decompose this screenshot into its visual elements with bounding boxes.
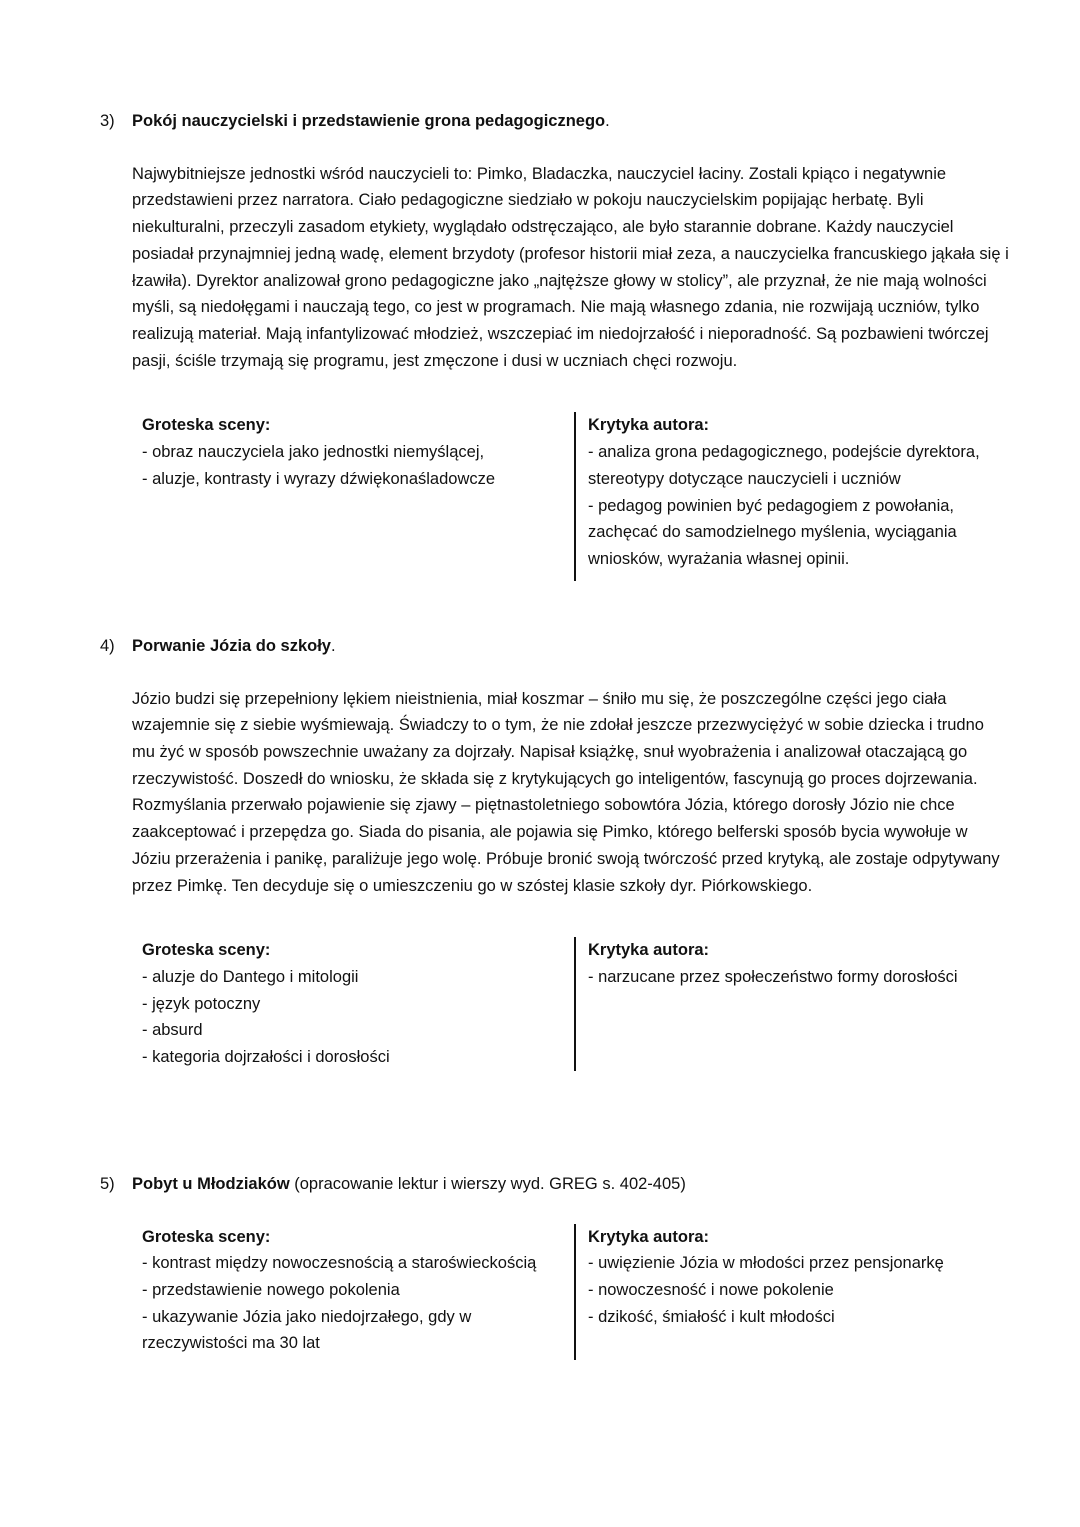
section-number: 4) [100,636,115,655]
bullet-item: - nowoczesność i nowe pokolenie [588,1281,834,1299]
section-number: 3) [100,112,115,130]
section-4 [100,633,1010,1071]
krytyka-column [574,937,1010,1071]
bullet-item: - kontrast między nowoczesnością a staroświeckością [142,1254,537,1273]
groteska-column [142,1224,574,1361]
groteska-column [142,412,574,580]
krytyka-column [574,1224,1010,1361]
bullet-item: - kategoria dojrzałości i dorosłości [142,1048,390,1067]
bullet-item: - absurd [142,1021,203,1040]
krytyka-header: Krytyka autora: [588,941,710,960]
groteska-header: Groteska sceny: [142,1227,271,1246]
bullet-item: - uwięzienie Józia w młodości przez pensjonarkę [588,1254,944,1273]
bullet-item: - aluzje, kontrasty i wyrazy dźwiękonaśladowcze [142,469,496,488]
section-heading [100,1171,1010,1198]
bullet-item: - ukazywanie Józia jako niedojrzałego, gdy w rzeczywistości ma 30 lat [142,1307,472,1353]
section-title-suffix: . [330,636,336,655]
section-number: 5) [100,1174,115,1193]
bullet-item: - obraz nauczyciela jako jednostki niemyślącej, [142,443,485,462]
section-title: Pobyt u Młodziaków [132,1174,290,1193]
comparison-table [142,1224,1010,1361]
comparison-table [142,412,1010,580]
groteska-header: Groteska sceny: [142,941,271,960]
krytyka-header: Krytyka autora: [588,416,710,435]
section-3 [100,108,1010,581]
groteska-column [142,937,574,1071]
section-title: Pokój nauczycielski i przedstawienie grona pedagogicznego [132,112,606,130]
section-title-suffix: . [605,112,610,130]
bullet-item: - dzikość, śmiałość i kult młodości [588,1307,835,1326]
bullet-item: - pedagog powinien być pedagogiem z powołania, zachęcać do samodzielnego myślenia, wyciągania wniosków, wyrażania własnej opinii. [588,496,957,569]
section-paragraph: Józio budzi się przepełniony lękiem nieistnienia, miał koszmar – śniło mu się, że poszczególne części jego ciała wzajemnie się z siebie wyśmiewają. Świadczy to o tym, że nie zdołał jeszcze przezwyciężyć w sobie dziecka i trudno mu żyć w sposób powszechnie uważany za dojrzały. Napisał książkę, snuł wyobrażenia i analizował otaczającą go rzeczywistość. Doszedł do wniosku, że składa się z krytykujących go inteligentów, fascynują go proces dojrzewania. Rozmyślania przerwało pojawienie się zjawy – piętnastoletniego sobowtóra Józia, którego dorosły Józio nie chce zaakceptować i przepędza go. Siada do pisania, ale pojawia się Pimko, którego belferski sposób bycia wywołuje w Józiu przerażenia i panikę, paraliżuje jego wolę. Próbuje bronić swoją twórczość przed krytyką, ale zostaje odpytywany przez Pimkę. Ten decyduje się o umieszczeniu go w szóstej klasie szkoły dyr. Piórkowskiego. [132,689,1000,895]
bullet-item: - aluzje do Dantego i mitologii [142,967,359,986]
groteska-header: Groteska sceny: [142,416,271,435]
section-heading [100,108,1010,135]
bullet-item: - język potoczny [142,994,261,1013]
section-title: Porwanie Józia do szkoły [132,636,331,655]
section-paragraph: Najwybitniejsze jednostki wśród nauczycieli to: Pimko, Bladaczka, nauczyciel łaciny. Zostali kpiąco i negatywnie przedstawieni przez narratora. Ciało pedagogiczne siedziało w pokoju nauczycielskim popijając herbatę. Byli niekulturalni, przeczyli zasadom etykiety, wyglądało odstręczająco, ale było starannie dobrane. Każdy nauczyciel posiadał przynajmniej jedną wadę, element brzydoty (profesor historii miał zeza, a nauczycielka francuskiego jąkała się i łzawiła). Dyrektor analizował grono pedagogiczne jako „najtęższe głowy w stolicy”, ale przyznał, że nie mają wolności myśli, są niedołęgami i nauczają tego, co jest w programach. Nie mają własnego zdania, nie rozwijają uczniów, tylko realizują materiał. Mają infantylizować młodzież, wszczepiać im niedojrzałość i nieporadność. Są pozbawieni twórczej pasji, ściśle trzymają się programu, jest zmęczone i dusi w uczniach chęci rozwoju. [132,164,1009,370]
krytyka-column [574,412,1010,580]
bullet-item: - analiza grona pedagogicznego, podejście dyrektora, stereotypy dotyczące nauczycieli i uczniów [588,443,980,488]
comparison-table [142,937,1010,1071]
krytyka-header: Krytyka autora: [588,1227,710,1246]
bullet-item: - przedstawienie nowego pokolenia [142,1281,400,1299]
section-heading [100,633,1010,660]
section-5 [100,1171,1010,1361]
bullet-item: - narzucane przez społeczeństwo formy dorosłości [588,967,958,986]
section-title-suffix: (opracowanie lektur i wierszy wyd. GREG s. 402-405) [289,1174,686,1193]
